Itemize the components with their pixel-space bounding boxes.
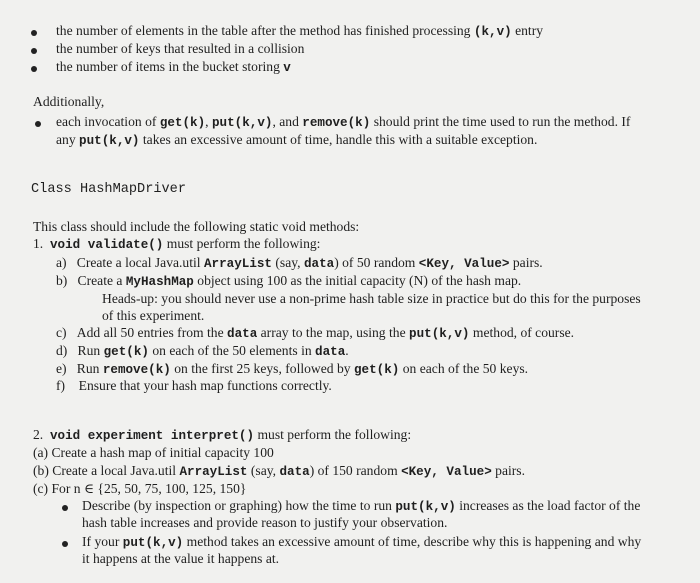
list-item: the number of items in the bucket storing v: [56, 59, 291, 75]
intro-text: This class should include the following static void methods:: [33, 219, 360, 234]
bullet-dot: [31, 30, 37, 36]
class-heading: Class HashMapDriver: [31, 182, 186, 197]
list-item: a) Create a local Java.util ArrayList (say, data) of 50 random <Key, Value> pairs.: [56, 255, 543, 271]
list-item-cont: hash table increases and provide reason to justify your observation.: [82, 515, 448, 530]
note-line: of this experiment.: [102, 308, 205, 323]
bullet-dot: [62, 505, 68, 511]
validate-heading: 1. void validate() must perform the following:: [33, 236, 321, 252]
timing-line-1: each invocation of get(k), put(k,v), and remove(k) should print the time used to run the method. If: [56, 114, 631, 130]
list-item: the number of elements in the table after the method has finished processing (k,v) entry: [56, 23, 544, 39]
list-item: Describe (by inspection or graphing) how the time to run put(k,v) increases as the load factor of the: [82, 498, 641, 514]
list-item: b) Create a MyHashMap object using 100 as the initial capacity (N) of the hash map.: [56, 273, 522, 289]
list-item: (b) Create a local Java.util ArrayList (say, data) of 150 random <Key, Value> pairs.: [33, 463, 525, 479]
experiment-heading: 2. void experiment interpret() must perform the following:: [33, 427, 412, 443]
additionally-label: Additionally,: [33, 94, 105, 109]
list-item: f) Ensure that your hash map functions correctly.: [56, 378, 332, 393]
list-item-cont: it happens at the value it happens at.: [82, 551, 280, 566]
list-item: If your put(k,v) method takes an excessive amount of time, describe why this is happening and why: [82, 534, 642, 550]
bullet-dot: [35, 121, 41, 127]
bullet-dot: [31, 48, 37, 54]
list-item: e) Run remove(k) on the first 25 keys, followed by get(k) on each of the 50 keys.: [56, 361, 529, 377]
list-item: (a) Create a hash map of initial capacity 100: [33, 445, 274, 460]
list-item: (c) For n ∈ {25, 50, 75, 100, 125, 150}: [33, 481, 247, 496]
list-item: d) Run get(k) on each of the 50 elements in data.: [56, 343, 349, 359]
note-line: Heads-up: you should never use a non-prime hash table size in practice but do this for the purposes: [102, 291, 641, 306]
timing-line-2: any put(k,v) takes an excessive amount of time, handle this with a suitable exception.: [56, 132, 538, 148]
list-item: the number of keys that resulted in a collision: [56, 41, 305, 56]
bullet-dot: [31, 66, 37, 72]
list-item: c) Add all 50 entries from the data array to the map, using the put(k,v) method, of course.: [56, 325, 575, 341]
bullet-dot: [62, 541, 68, 547]
